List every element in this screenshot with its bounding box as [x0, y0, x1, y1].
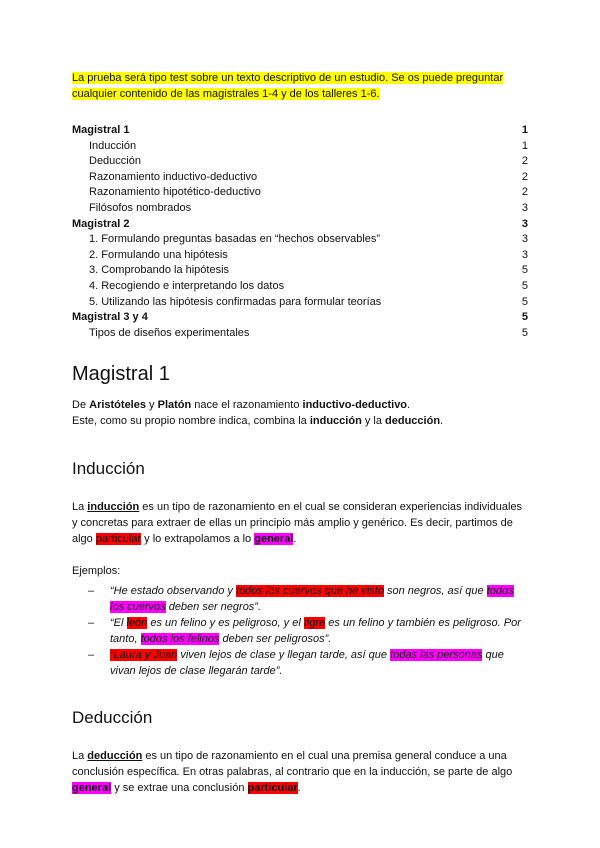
toc-entry[interactable] [72, 232, 528, 248]
toc-entry-label: Razonamiento hipotético-deductivo [89, 186, 261, 199]
text-run: nace el razonamiento [191, 399, 303, 412]
list-item [72, 647, 528, 679]
dash-bullet: – [87, 585, 95, 598]
toc-entry-label: 4. Recogiendo e interpretando los datos [89, 279, 285, 292]
text-run: “He estado observando y [110, 585, 236, 598]
text-run: deben ser peligrosos”. [219, 633, 332, 646]
highlight-particular: león [126, 617, 148, 630]
highlight-general: todas las personas [390, 649, 483, 662]
toc-entry-page: 5 [521, 295, 528, 308]
toc-entry-page: 1 [521, 124, 528, 136]
toc-entry-label: Inducción [89, 139, 137, 152]
example-text [110, 583, 528, 615]
highlight-particular: particular [95, 533, 142, 546]
toc-entry[interactable] [72, 139, 528, 155]
term-platon: Platón [157, 399, 192, 412]
dash-bullet: – [87, 617, 95, 630]
example-text [110, 647, 528, 679]
toc-entry-label: Magistral 3 y 4 [72, 311, 148, 324]
term-induccion: inducción [309, 415, 362, 428]
text-run: “ [110, 649, 114, 662]
examples-list [72, 583, 528, 679]
text-run: deben ser negros”. [165, 601, 262, 614]
highlight-general: general [72, 782, 112, 795]
toc-entry-page: 5 [521, 279, 528, 292]
text-run: y [145, 399, 158, 412]
toc-entry[interactable] [72, 170, 528, 186]
toc-entry-page: 1 [521, 139, 528, 152]
heading-induccion: Inducción [72, 459, 145, 479]
heading-magistral-1: Magistral 1 [72, 363, 170, 386]
toc-entry[interactable] [72, 185, 528, 201]
toc-entry[interactable] [72, 217, 528, 233]
text-run: . [440, 415, 444, 428]
text-run: y se extrae una conclusión [111, 782, 248, 795]
text-run: . [297, 782, 301, 795]
toc-entry[interactable] [72, 310, 528, 326]
text-run: es un tipo de razonamiento en el cual se consideran experiencias individuales y concretas para extraer de ellas un principio más amplio y genérico. Es decir, partimos de algo [72, 501, 523, 546]
toc-entry-label: Magistral 1 [72, 124, 130, 136]
toc-entry-label: Deducción [89, 155, 141, 168]
text-run: La [72, 501, 88, 514]
term-inductivo-deductivo: inductivo-deductivo [302, 399, 408, 412]
toc-entry[interactable] [72, 201, 528, 217]
intro-highlight: La prueba será tipo test sobre un texto descriptivo de un estudio. Se os puede preguntar cualquier contenido de las magistrales 1-4 y de los talleres 1-6. [72, 72, 504, 100]
text-run: es un tipo de razonamiento en el cual una premisa general conduce a una conclusión específica. En otras palabras, al contrario que en la inducción, se parte de algo [72, 750, 513, 779]
toc-entry-label: 3. Comprobando la hipótesis [89, 264, 230, 277]
example-text [110, 615, 528, 647]
toc-entry[interactable] [72, 123, 528, 139]
toc-entry[interactable] [72, 248, 528, 264]
text-run: “El [110, 617, 127, 630]
toc-entry-label: 5. Utilizando las hipótesis confirmadas para formular teorías [89, 295, 382, 308]
toc-entry-page: 5 [521, 326, 528, 339]
toc-entry-page: 2 [521, 170, 528, 183]
toc-entry[interactable] [72, 326, 528, 342]
highlight-particular: tigre [303, 617, 326, 630]
toc-entry-page: 2 [521, 186, 528, 199]
highlight-general: todos los felinos [140, 633, 220, 646]
text-run: La [72, 750, 88, 763]
intro-note [72, 70, 528, 102]
toc-entry-label: Filósofos nombrados [89, 201, 192, 214]
toc-entry[interactable] [72, 154, 528, 170]
highlight-general: general [254, 533, 294, 546]
list-item [72, 583, 528, 615]
toc-entry-page: 3 [521, 217, 528, 230]
text-run: es un felino y también es peligroso. Por tanto, [110, 617, 521, 646]
dash-bullet: – [87, 649, 95, 662]
toc-entry-page: 3 [521, 248, 528, 261]
toc-entry-label: 1. Formulando preguntas basadas en “hechos observables” [89, 233, 381, 246]
heading-deduccion: Deducción [72, 708, 153, 728]
examples-label: Ejemplos: [72, 565, 121, 578]
toc-entry-page: 5 [521, 311, 528, 324]
text-run: viven lejos de clase y llegan tarde, así que [177, 649, 391, 662]
toc-entry[interactable] [72, 295, 528, 311]
toc-entry-label: Magistral 2 [72, 217, 130, 230]
text-run: que vivan lejos de clase llegarán tarde”. [110, 649, 504, 678]
paragraph-deduccion-definition [72, 748, 528, 796]
toc-entry-page: 5 [521, 264, 528, 277]
toc-entry-label: Razonamiento inductivo-deductivo [89, 170, 258, 183]
list-item [72, 615, 528, 647]
text-run: y lo extrapolamos a lo [141, 533, 255, 546]
toc-entry-page: 3 [521, 233, 528, 246]
text-run: son negros, así que [383, 585, 487, 598]
document-page [72, 70, 528, 796]
highlight-particular: particular [247, 782, 298, 795]
toc-entry-page: 2 [521, 155, 528, 168]
text-run: y la [361, 415, 386, 428]
highlight-particular: todos los cuervos que he visto [235, 585, 384, 598]
toc-entry-label: 2. Formulando una hipótesis [89, 248, 228, 261]
highlight-general: todos los cuervos [110, 585, 514, 614]
highlight-particular: Laura y Juan [113, 649, 178, 662]
text-run: Este, como su propio nombre indica, combina la [72, 415, 310, 428]
paragraph-origin [72, 397, 528, 413]
toc-entry-page: 3 [521, 201, 528, 214]
paragraph-combination [72, 413, 528, 429]
text-run: . [293, 533, 297, 546]
text-run: . [407, 399, 411, 412]
table-of-contents [72, 123, 528, 341]
text-run: es un felino y es peligroso, y el [147, 617, 304, 630]
toc-entry-label: Tipos de diseños experimentales [89, 326, 250, 339]
toc-entry[interactable] [72, 263, 528, 279]
paragraph-induccion-definition [72, 499, 528, 547]
term-aristoteles: Aristóteles [89, 399, 146, 412]
text-run: De [72, 399, 90, 412]
term-deduccion: deducción [385, 415, 441, 428]
term-induccion: inducción [87, 501, 140, 514]
toc-entry[interactable] [72, 279, 528, 295]
term-deduccion: deducción [87, 750, 143, 763]
